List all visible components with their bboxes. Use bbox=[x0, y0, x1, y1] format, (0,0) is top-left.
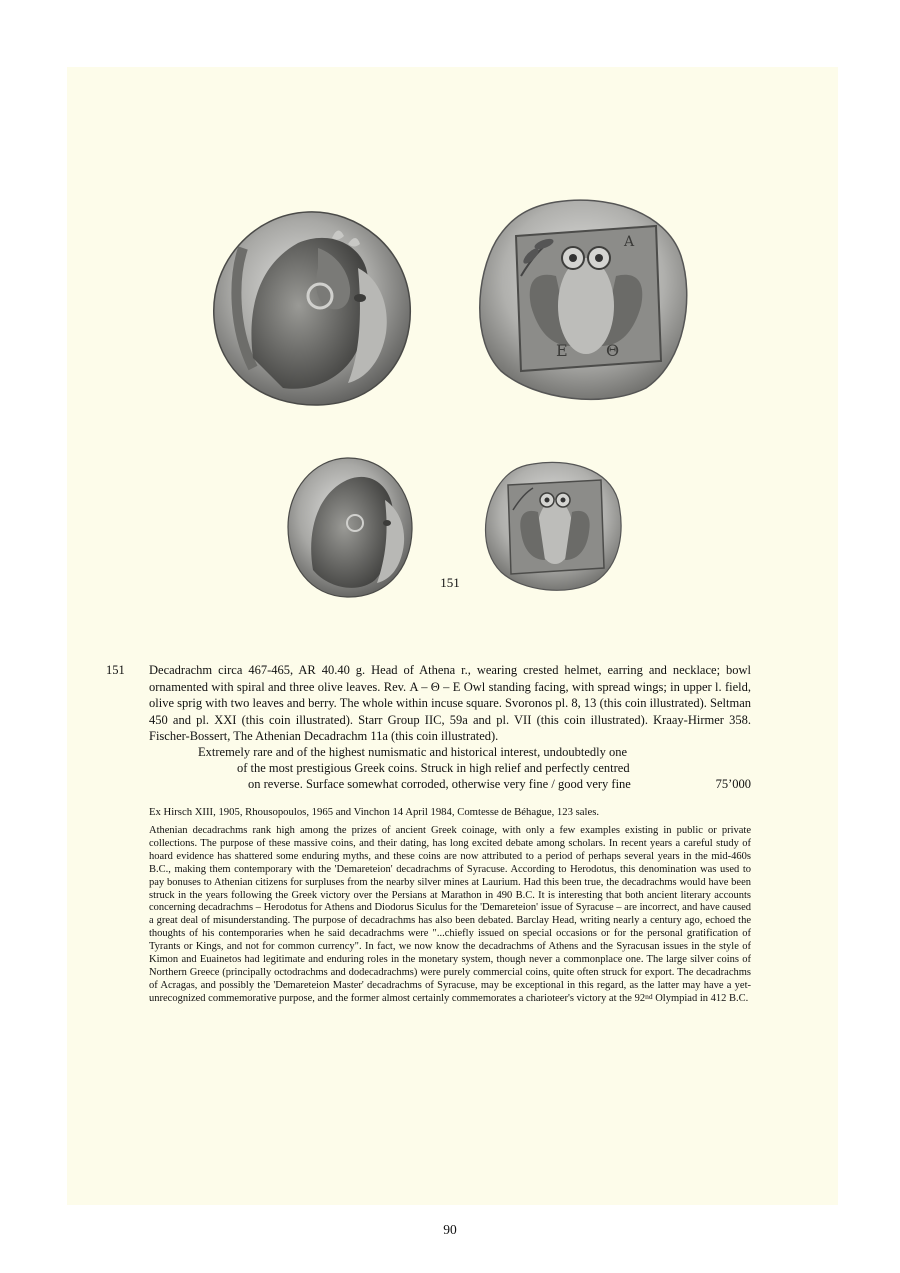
grade-text: on reverse. Surface somewhat corroded, otherwise very fine / good very fine bbox=[248, 777, 631, 791]
coin-reverse-small-image bbox=[483, 460, 623, 592]
plate-lot-label: 151 bbox=[440, 575, 460, 590]
essay-paragraph bbox=[149, 825, 751, 1006]
svg-text:Θ: Θ bbox=[606, 341, 620, 360]
provenance: Ex Hirsch XIII, 1905, Rhousopoulos, 1965 and Vinchon 14 April 1984, Comtesse de Béhague, 123 sales. bbox=[149, 806, 600, 818]
essay-tail: Olympiad in 412 B.C. bbox=[652, 992, 749, 1004]
grade-text: Extremely rare and of the highest numismatic and historical interest, undoubtedly one bbox=[198, 745, 628, 759]
lot-number: 151 bbox=[106, 663, 125, 677]
svg-text:Ε: Ε bbox=[556, 341, 568, 360]
lot-estimate: 75’000 bbox=[715, 777, 751, 791]
svg-text:A: A bbox=[624, 234, 635, 250]
lot-description: Decadrachm circa 467-465, AR 40.40 g. Head of Athena r., wearing crested helmet, earring and necklace; bowl ornamented with spiral and three olive leaves. Rev. Α – Θ – Ε Owl standing facing, with spread wings; in upper l. field, olive sprig with two leaves and berry. The whole within incuse square. Svoronos pl. 8, 13 (this coin illustrated). Seltman 450 and pl. XXI (this coin illustrated). Starr Group IIC, 59a and pl. VII (this coin illustrated). Kraay-Hirmer 358. Fischer-Bossert, The Athenian Decadrachm 11a (this coin illustrated). bbox=[149, 663, 751, 743]
essay-body: Athenian decadrachms rank high among the prizes of ancient Greek coinage, with only a few examples existing in public or private collections. The purpose of these massive coins, and their dating, has long excited debate among scholars. In recent years a careful study of hoard evidence has shattered some enduring myths, and these coins are now attributed to a period of perhaps several years in the mid-460s B.C., making them contemporary with the 'Demareteion' decadrachms of Syracuse. According to Herodotus, this denomination was used to pay bonuses to Athenian citizens for surpluses from the nearby silver mines at Laurium. Had this been true, the decadrachms would have been struck in the years following the Greek victory over the Persians at Marathon in 490 B.C. It is interesting that both ancient literary accounts concerning decadrachms – Herodotus for Athens and Diodorus Siculus for the 'Demareteion' issue of Syracuse – are incorrect, and have caused a great deal of misunderstanding. The purpose of decadrachms has also been debated. Barclay Head, writing nearly a century ago, echoed the thoughts of his contemporaries when he said decadrachms were "...chiefly issued on special occasions or for the personal gratification of Tyrants or Kings, and not for common currency". In fact, we now know the decadrachms of Athens and the Syracusan issues in the style of Kimon and Euainetos had legitimate and enduring roles in the monetary system, though never a commonplace one. The large silver coins of Northern Greece (principally octodrachms and dodecadrachms) were purely commercial coins, quite often struck for export. The decadrachms of Acragas, and possibly the 'Demareteion Master' decadrachms of Syracuse, may be exceptional in this regard, as the latter may have a yet-unrecognized commemorative purpose, and the former almost certainly commemorates a charioteer's victory at the 92 bbox=[149, 825, 751, 1004]
page-panel bbox=[67, 67, 838, 1205]
coin-obverse-large-image bbox=[208, 208, 418, 408]
essay-superscript: nd bbox=[645, 991, 653, 1001]
grade-text: of the most prestigious Greek coins. Struck in high relief and perfectly centred bbox=[237, 761, 630, 775]
coin-reverse-large-image bbox=[476, 196, 691, 401]
page-number: 90 bbox=[443, 1222, 457, 1237]
